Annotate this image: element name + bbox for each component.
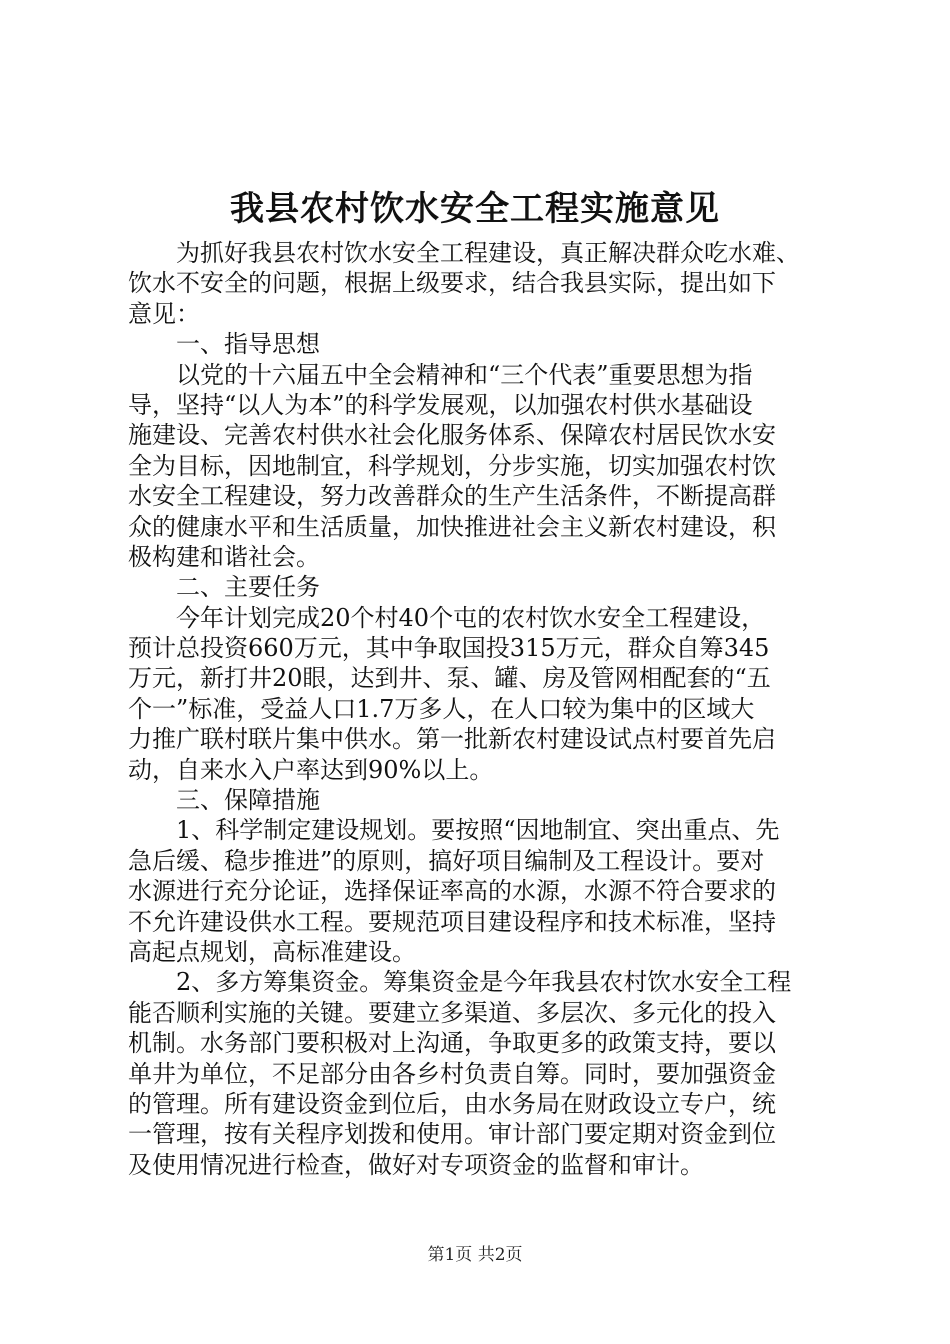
body-text-line: 导，坚持“以人为本”的科学发展观，以加强农村供水基础设 <box>128 390 753 419</box>
document-title: 我县农村饮水安全工程实施意见 <box>230 189 720 229</box>
body-text-line: 三、保障措施 <box>176 786 320 815</box>
body-text-line: 的管理。所有建设资金到位后，由水务局在财政设立专户，统 <box>128 1089 776 1118</box>
body-text-line: 众的健康水平和生活质量，加快推进社会主义新农村建设，积 <box>128 512 776 541</box>
body-text-line: 全为目标，因地制宜，科学规划，分步实施，切实加强农村饮 <box>128 451 776 480</box>
body-text-line: 力推广联村联片集中供水。第一批新农村建设试点村要首先启 <box>128 725 776 754</box>
body-text-line: 极构建和谐社会。 <box>128 542 320 571</box>
body-text-line: 机制。水务部门要积极对上沟通，争取更多的政策支持，要以 <box>128 1029 776 1058</box>
body-text-line: 高起点规划，高标准建设。 <box>128 937 416 966</box>
body-text-line: 今年计划完成20个村40个屯的农村饮水安全工程建设， <box>176 603 766 632</box>
body-text-line: 以党的十六届五中全会精神和“三个代表”重要思想为指 <box>176 360 753 389</box>
body-text-line: 不允许建设供水工程。要规范项目建设程序和技术标准，坚持 <box>128 907 776 936</box>
body-text-line: 水源进行充分论证，选择保证率高的水源，水源不符合要求的 <box>128 877 776 906</box>
body-text-line: 施建设、完善农村供水社会化服务体系、保障农村居民饮水安 <box>128 421 776 450</box>
body-text-line: 意见： <box>128 299 200 328</box>
body-text-line: 水安全工程建设，努力改善群众的生产生活条件，不断提高群 <box>128 482 776 511</box>
document-body <box>128 238 836 1180</box>
body-text-line: 个一”标准，受益人口1.7万多人，在人口较为集中的区域大 <box>128 694 755 723</box>
body-text-line: 1、科学制定建设规划。要按照“因地制宜、突出重点、先 <box>176 816 780 845</box>
body-text-line: 万元，新打井20眼，达到井、泵、罐、房及管网相配套的“五 <box>128 664 771 693</box>
body-text-line: 二、主要任务 <box>176 573 320 602</box>
body-text-line: 能否顺利实施的关键。要建立多渠道、多层次、多元化的投入 <box>128 998 776 1027</box>
body-text-line: 动，自来水入户率达到90%以上。 <box>128 755 494 784</box>
page-number-footer: 第1页 共2页 <box>427 1245 523 1265</box>
body-text-line: 饮水不安全的问题，根据上级要求，结合我县实际，提出如下 <box>128 269 776 298</box>
body-text-line: 及使用情况进行检查，做好对专项资金的监督和审计。 <box>128 1150 704 1179</box>
body-text-line: 2、多方筹集资金。筹集资金是今年我县农村饮水安全工程 <box>176 968 792 997</box>
body-text-line: 急后缓、稳步推进”的原则，搞好项目编制及工程设计。要对 <box>128 846 765 875</box>
body-text-line: 为抓好我县农村饮水安全工程建设，真正解决群众吃水难、 <box>176 239 800 267</box>
body-text-line: 预计总投资660万元，其中争取国投315万元，群众自筹345 <box>128 634 770 663</box>
body-text-line: 一、指导思想 <box>176 330 320 359</box>
body-text-line: 单井为单位，不足部分由各乡村负责自筹。同时，要加强资金 <box>128 1059 776 1088</box>
body-text-line: 一管理，按有关程序划拨和使用。审计部门要定期对资金到位 <box>128 1120 776 1149</box>
